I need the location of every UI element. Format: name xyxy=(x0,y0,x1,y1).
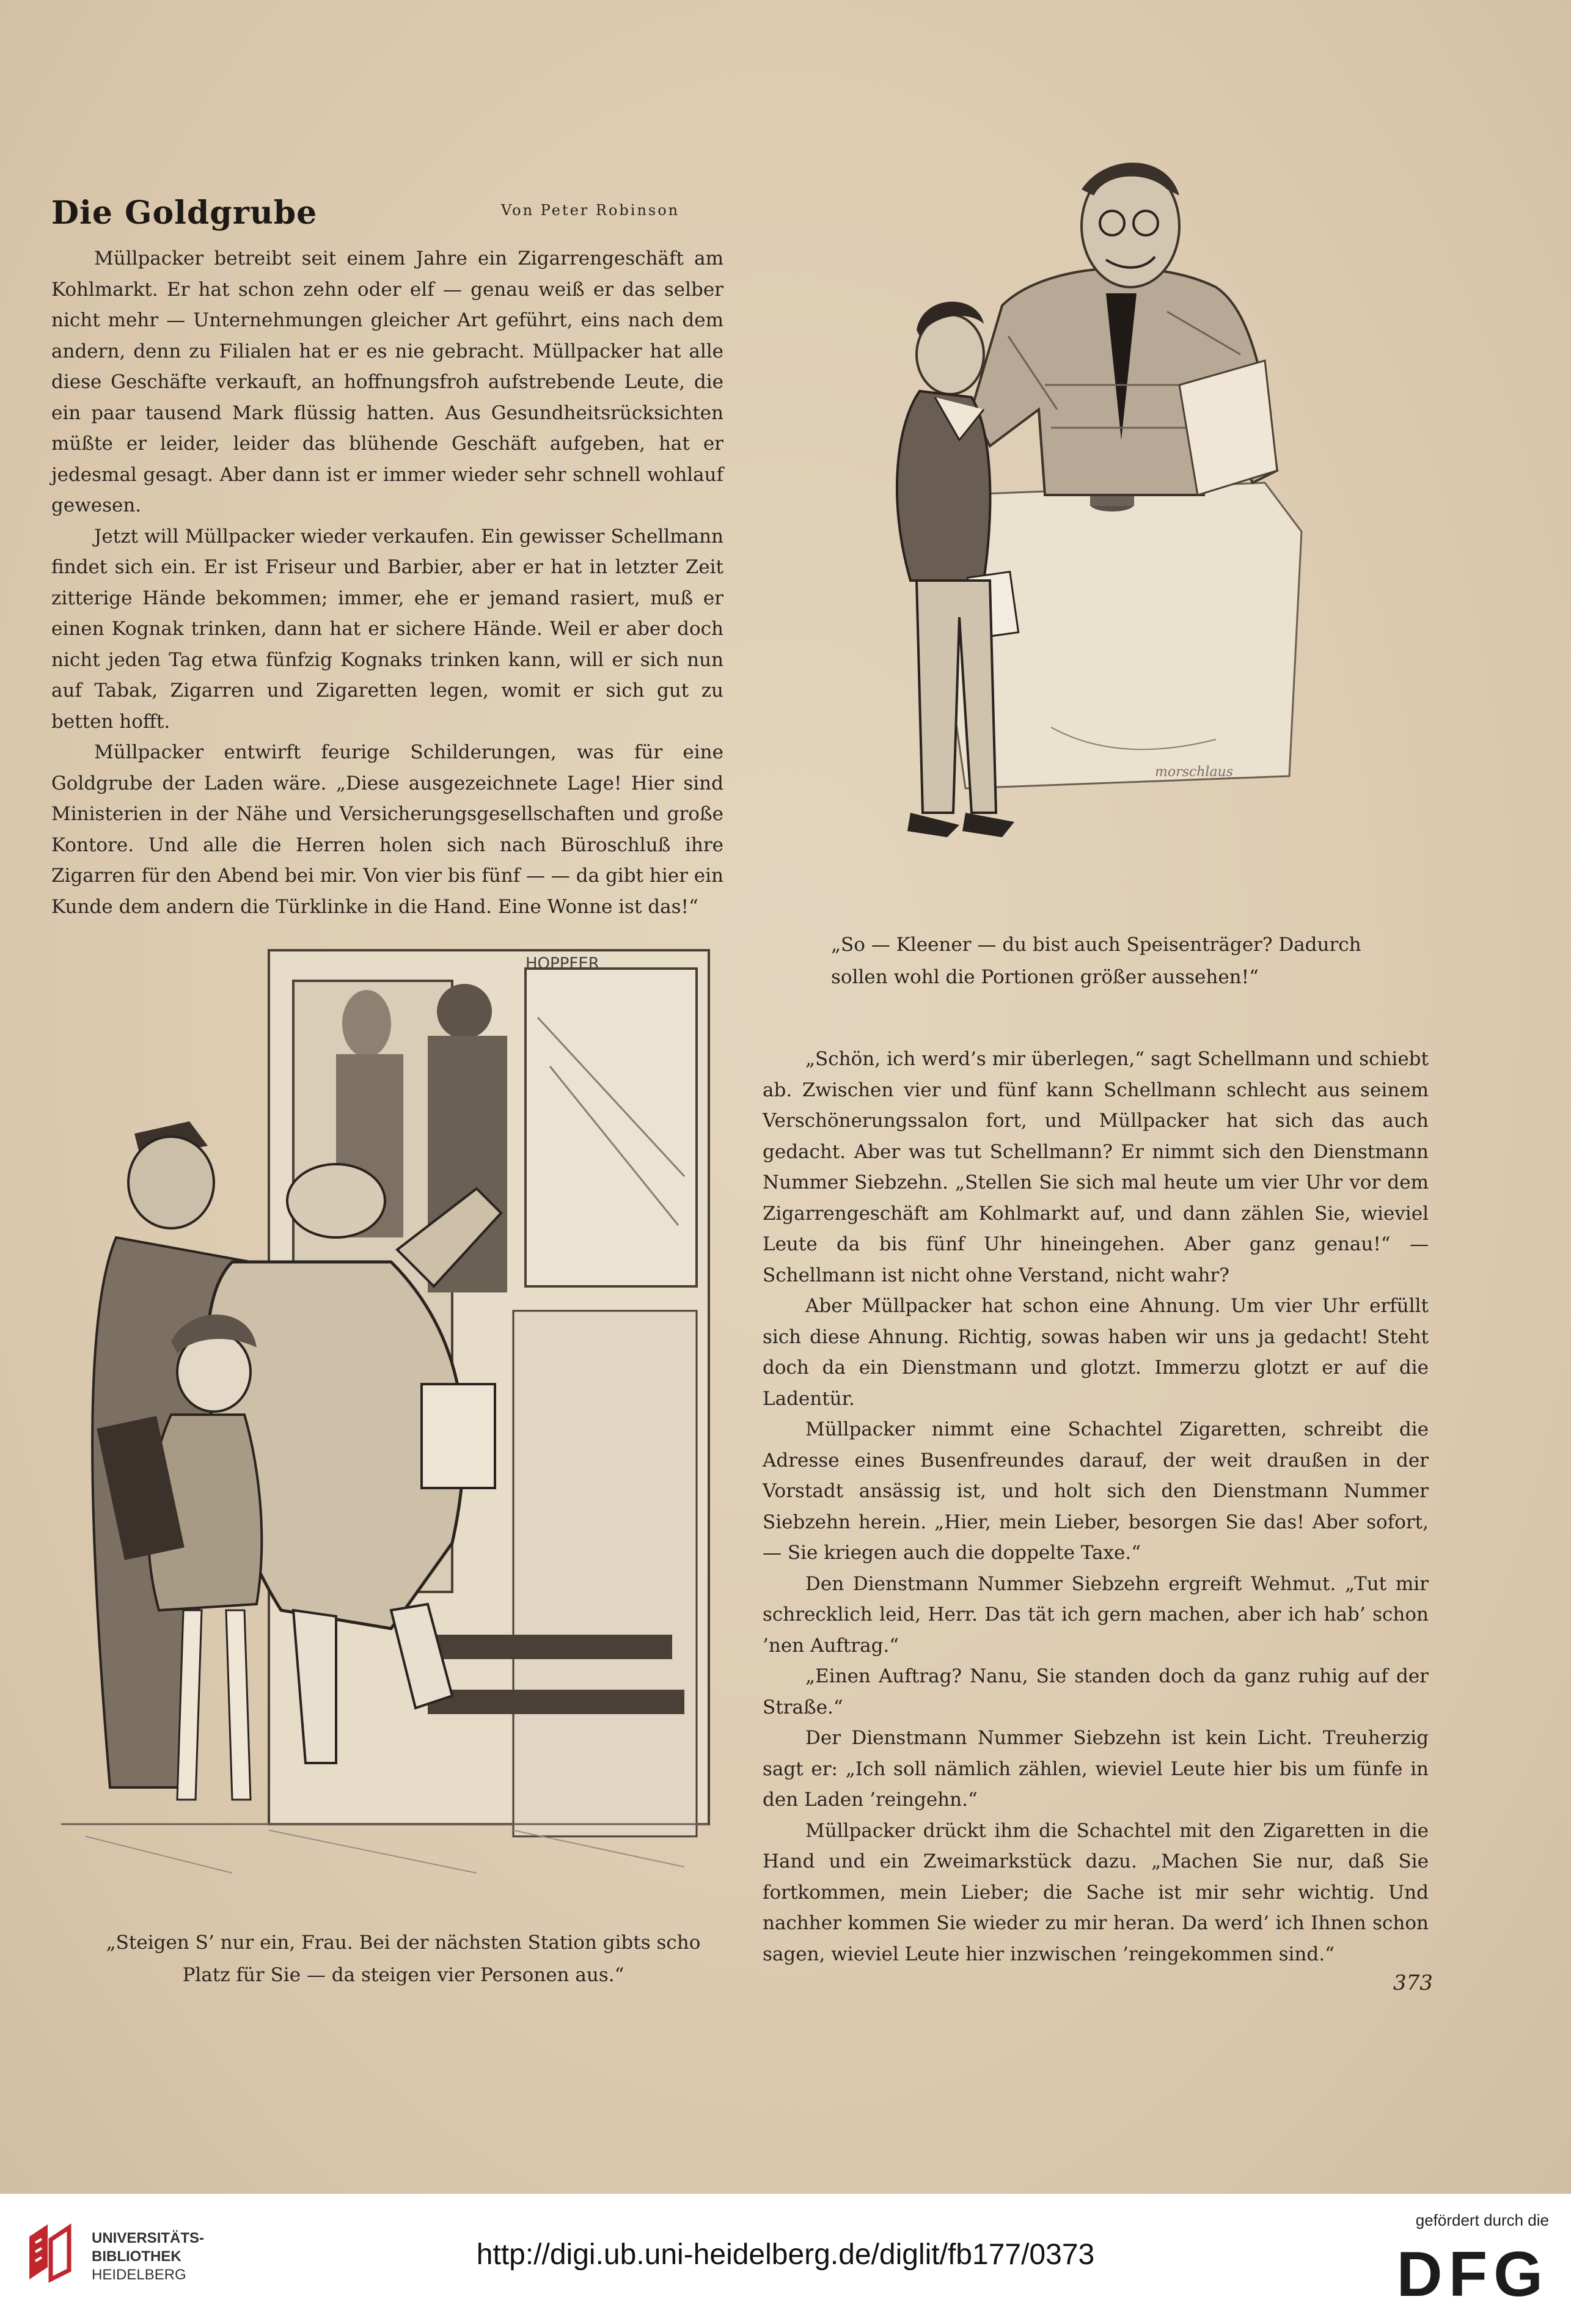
caption-top-right: „So — Kleener — du bist auch Speisenträger? Dadurch sollen wohl die Portionen größer aussehen!“ xyxy=(831,934,1361,988)
dfg-logo[interactable]: DFG xyxy=(1396,2239,1549,2310)
page-number: 373 xyxy=(1393,1971,1433,1995)
paragraph: Müllpacker entwirft feurige Schilderungen, was für eine Goldgrube der Laden wäre. „Diese ausgezeichnete Lage! Hier sind Ministerien in der Nähe und Versicherungsgesellschaften und große Kontore. Und alle die Herren holen sich nach Büroschluß ihre Zigarren für den Abend bei mir. Von vier bis fünf — — da gibt hier ein Kunde dem andern die Türklinke in die Hand. Eine Wonne ist das!“ xyxy=(51,741,723,918)
illustration-tram-boarding xyxy=(49,944,721,1897)
digitization-footer xyxy=(0,2194,1571,2324)
paragraph: Der Dienstmann Nummer Siebzehn ist kein Licht. Treuherzig sagt er: „Ich soll nämlich zählen, wieviel Leute hier bis um fünfe in den Laden ’reingehn.“ xyxy=(763,1727,1429,1811)
funding-label: gefördert durch die xyxy=(1415,2211,1549,2229)
permalink-url[interactable]: http://digi.ub.uni-heidelberg.de/diglit/fb177/0373 xyxy=(476,2238,1095,2271)
paragraph: Den Dienstmann Nummer Siebzehn ergreift Wehmut. „Tut mir schrecklich leid, Herr. Das tät ich gern machen, aber ich hab’ schon ’nen Auftrag.“ xyxy=(763,1572,1429,1657)
caption-bottom-left: „Steigen S’ nur ein, Frau. Bei der nächsten Station gibts scho Platz für Sie — da steigen vier Personen aus.“ xyxy=(106,1932,701,1986)
illustration-signature: morschlaus xyxy=(1155,764,1234,780)
left-text-column xyxy=(51,243,723,922)
article-byline: Von Peter Robinson xyxy=(501,202,680,219)
paragraph: Jetzt will Müllpacker wieder verkaufen. Ein gewisser Schellmann findet sich ein. Er ist Friseur und Barbier, aber er hat in letzter Zeit zitterige Hände bekommen; immer, ehe er jemand rasiert, muß er einen Kognak trinken, dann hat er sichere Hände. Weil er aber doch nicht jeden Tag etwa fünfzig Kognaks trinken kann, will er sich nun auf Tabak, Zigarren und Zigaretten legen, womit er sich gut zu betten hofft. xyxy=(51,525,723,733)
paragraph: Müllpacker nimmt eine Schachtel Zigaretten, schreibt die Adresse eines Busenfreundes darauf, der weit draußen in der Vorstadt ansässig ist, und holt sich den Dienstmann Nummer Siebzehn herein. „Hier, mein Lieber, besorgen Sie das! Aber sofort, — Sie kriegen auch die doppelte Taxe.“ xyxy=(763,1418,1429,1564)
paragraph: Aber Müllpacker hat schon eine Ahnung. Um vier Uhr erfüllt sich diese Ahnung. Richtig, sowas haben wir uns ja gedacht! Steht doch da ein Dienstmann und glotzt. Immerzu glotzt er auf die Ladentür. xyxy=(763,1295,1429,1410)
paragraph: „Einen Auftrag? Nanu, Sie standen doch da ganz ruhig auf der Straße.“ xyxy=(763,1665,1429,1718)
illustration-signature: HOPPFER xyxy=(525,955,599,973)
illustration-waiter-and-boy xyxy=(788,153,1326,898)
library-name: UNIVERSITÄTS- BIBLIOTHEK HEIDELBERG xyxy=(92,2230,205,2283)
article-title: Die Goldgrube xyxy=(51,194,318,232)
paragraph: Müllpacker betreibt seit einem Jahre ein Zigarrengeschäft am Kohlmarkt. Er hat schon zehn oder elf — genau weiß er das selber nicht mehr — Unternehmungen gleicher Art geführt, eins nach dem andern, denn zu Filialen hat er es nie gebracht. Müllpacker hat alle diese Geschäfte verkauft, an hoffnungsfroh aufstrebende Leute, die ein paar tausend Mark flüssig hatten. Aus Gesundheitsrücksichten müßte er leider, leider das blühende Geschäft aufgeben, hat er jedesmal gesagt. Aber dann ist er immer wieder sehr schnell wohlauf gewesen. xyxy=(51,247,723,516)
paragraph: Müllpacker drückt ihm die Schachtel mit den Zigaretten in die Hand und ein Zweimarkstück dazu. „Machen Sie nur, daß Sie fortkommen, mein Lieber; die Sache ist mir sehr wichtig. Und nachher kommen Sie wieder zu mir heran. Da werd’ ich Ihnen schon sagen, wieviel Leute hier inzwischen ’reingekommen sind.“ xyxy=(763,1819,1429,1965)
right-text-column xyxy=(763,1044,1429,1970)
paragraph: „Schön, ich werd’s mir überlegen,“ sagt Schellmann und schiebt ab. Zwischen vier und fünf kann Schellmann schlecht aus seinem Verschönerungssalon fort, und Müllpacker hat sich das auch gedacht. Aber was tut Schellmann? Er nimmt sich den Dienstmann Nummer Siebzehn. „Stellen Sie sich mal heute um vier Uhr vor dem Zigarrengeschäft am Kohlmarkt auf, und dann zählen Sie, wieviel Leute da bis fünf Uhr hineingehen. Aber ganz genau!“ — Schellmann ist nicht ohne Verstand, nicht wahr? xyxy=(763,1048,1429,1286)
